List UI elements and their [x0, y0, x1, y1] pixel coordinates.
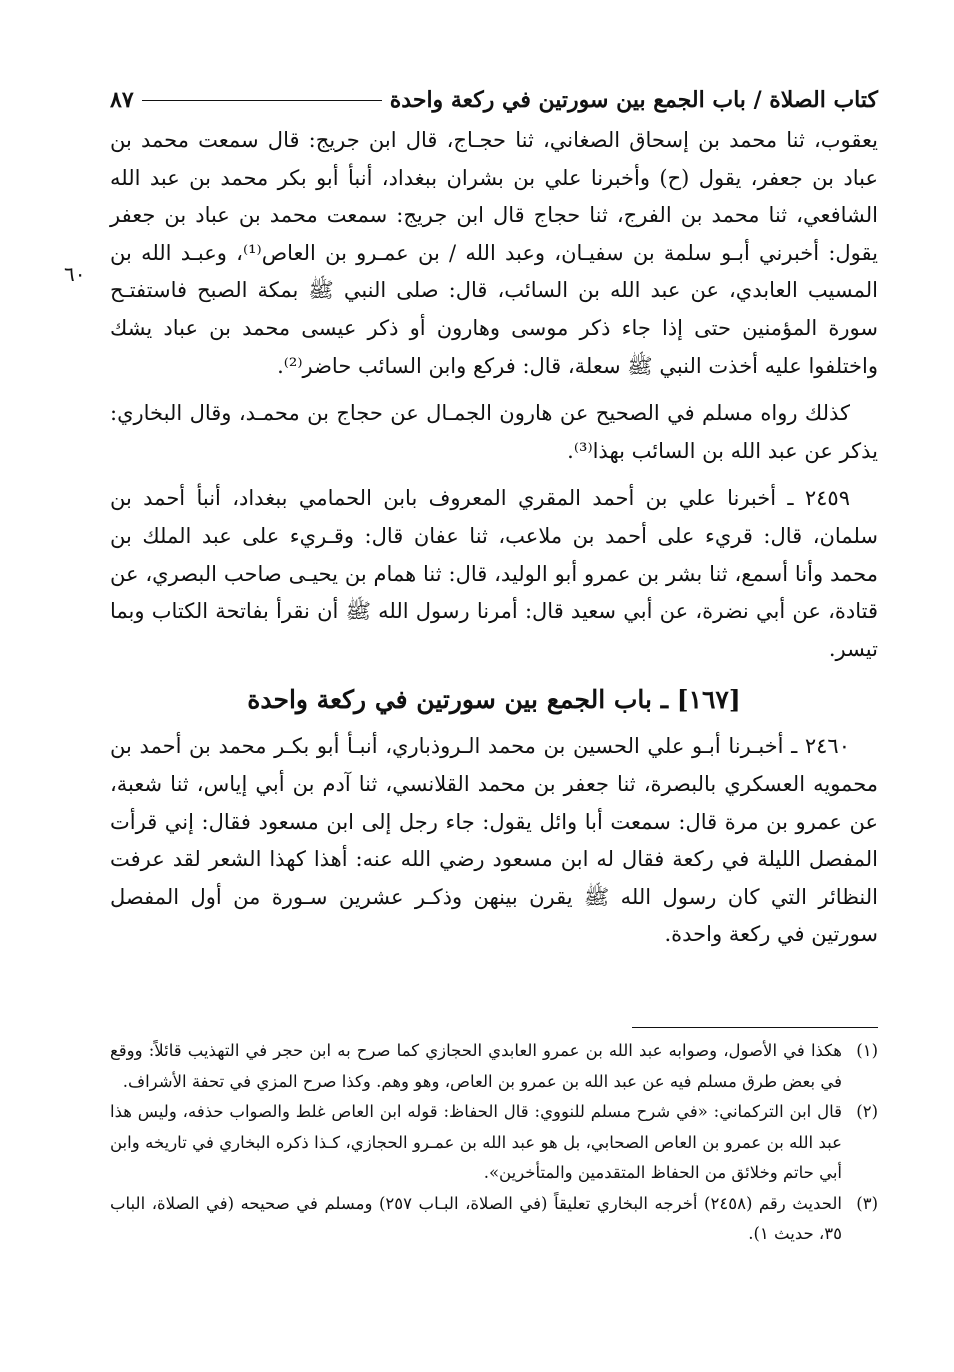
running-header	[110, 78, 878, 122]
footnotes	[110, 1036, 878, 1250]
header-title: كتاب الصلاة / باب الجمع بين سورتين في ركعة واحدة	[389, 87, 878, 113]
main-text	[110, 122, 878, 954]
footnote-separator	[632, 1027, 878, 1028]
footnote-text: هكذا في الأصول، وصوابه عبد الله بن عمرو العابدي الحجازي كما صرح به ابن حجر في التهذيب قائلاً: ووقع في بعض طرق مسلم فيه عن عبد الله بن عمرو بن العاص، وهو وهم. وكذا صرح المزي في تحفة الأشراف.	[110, 1041, 842, 1091]
chapter-heading: [١٦٧] ـ باب الجمع بين سورتين في ركعة واحدة	[247, 685, 741, 715]
footnote-text: قال ابن التركماني: «في شرح مسلم للنووي: قال الحفاظ: قوله ابن العاص غلط والصواب حذفه، وليس هذا عبد الله بن عمرو بن العاص الصحابي، بل هو عبد الله بن عمـرو الحجازي، كـذا ذكره البخاري في تاريخه وابن أبي حاتم وخلائق من الحفاظ المتقدمين والمتأخرين».	[110, 1102, 842, 1182]
footnote	[110, 1097, 878, 1189]
footnote-text: الحديث رقم (٢٤٥٨) أخرجه البخاري تعليقاً (في الصلاة، البـاب ٢٥٧) ومسلم في صحيحه (في الصلاة، الباب ٣٥، حديث ١).	[110, 1193, 843, 1243]
footnote-number: (٣)	[856, 1193, 878, 1213]
footnote-number: (٢)	[856, 1102, 878, 1121]
paragraph: ٢٤٥٩ ـ أخبرنا علي بن أحمد المقري المعروف بابن الحمامي ببغداد، أنبأ أحمد بن سلمان، قال: قريء على أحمد بن ملاعب، ثنا عفان قال: وقـريء على عبد الملك بن محمد وأنا أسمع، ثنا بشر بن عمرو أبو الوليد، قال: ثنا همام بن يحيـى صاحب البصري، عن قتادة، عن أبي نضرة، عن أبي سعيد قال: أمرنا رسول الله ﷺ أن نقرأ بفاتحة الكتاب وبما تيسر.	[110, 486, 878, 661]
footnote-number: (١)	[856, 1041, 878, 1060]
header-rule	[142, 100, 382, 101]
footnote	[110, 1036, 878, 1097]
manuscript-folio-marker: ٦٠	[64, 262, 86, 286]
footnote	[110, 1189, 878, 1250]
paragraph: كذلك رواه مسلم في الصحيح عن هارون الجمـال عن حجاج بن محمـد، وقال البخاري: يذكر عن عبد الله بن السائب بهذا⁽³⁾.	[110, 401, 878, 463]
page	[110, 78, 878, 964]
paragraph: ٢٤٦٠ ـ أخبـرنا أبـو علي الحسين بن محمد الـروذباري، أنبـأ أبو بكـر محمد بن أحمد بن محمويه العسكري بالبصرة، ثنا جعفر بن محمد القلانسي، ثنا آدم بن أبي إياس، ثنا شعبة، عن عمرو بن مرة قال: سمعت أبا وائل يقول: جاء رجل إلى ابن مسعود فقال: إني قرأت المفصل الليلة في ركعة فقال له ابن مسعود رضي الله عنه: أهذا كهذا الشعر لقد عرفت النظائر التي كان رسول الله ﷺ يقرن بينهن وذكـر عشرين سـورة من أول المفصل سورتين في ركعة واحدة.	[110, 734, 878, 947]
paragraph: يعقوب، ثنا محمد بن إسحاق الصغاني، ثنا حجـاج، قال ابن جريج: قال سمعت محمد بن عباد بن جعفر، يقول (ح) وأخبرنا علي بن بشران ببغداد، أنبأ أبو بكر محمد بن عبد الله الشافعي، ثنا محمد بن الفرج، ثنا حجاج قال ابن جريج: سمعت محمد بن عباد بن جعفر يقول: أخبرني أبـو سلمة بن سفيـان، وعبد الله / بن عمـرو بن العاص⁽¹⁾، وعبـد الله بن المسيب العابدي، عن عبد الله بن السائب، قال: صلى النبي ﷺ بمكة الصبح فاستفتـح سورة المؤمنين حتى إذا جاء ذكر موسى وهارون أو ذكر عيسى محمد بن عباد يشك واختلفوا عليه أخذت النبي ﷺ سعلة، قال: فركع وابن السائب حاضر⁽²⁾.	[110, 128, 878, 378]
page-number: ٨٧	[110, 87, 134, 113]
